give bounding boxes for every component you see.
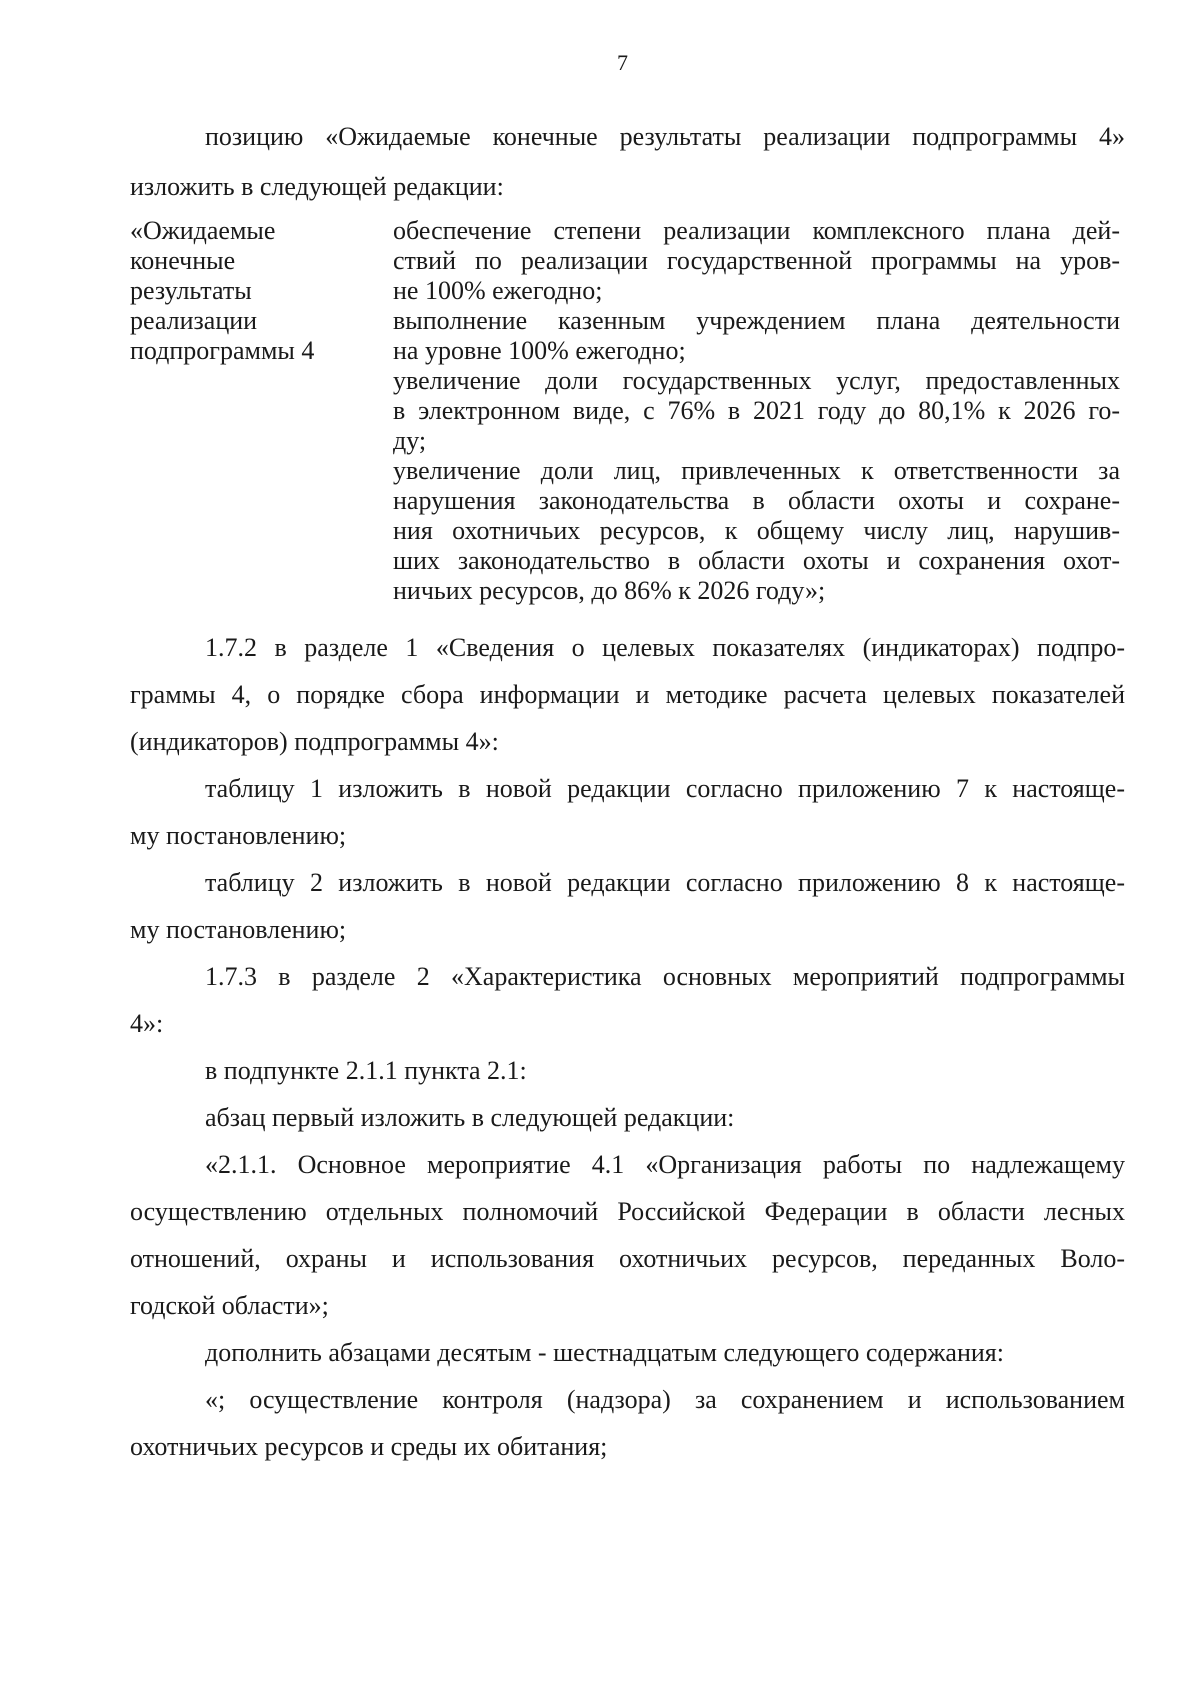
body-line-12: «2.1.1. Основное мероприятие 4.1 «Организация работы по надлежащему [205,1150,1125,1179]
page-number: 7 [617,50,628,75]
body-line-5: му постановлению; [130,821,347,850]
body-line-6: таблицу 2 изложить в новой редакции согласно приложению 8 к настояще- [205,868,1125,897]
table-label-line-1: «Ожидаемые [130,216,276,245]
table-label-line-5: подпрограммы 4 [130,336,315,365]
table-content-line-12: ших законодательство в области охоты и сохранения охот- [393,546,1120,575]
intro-line-1: позицию «Ожидаемые конечные результаты реализации подпрограммы 4» [205,122,1125,151]
body-line-8: 1.7.3 в разделе 2 «Характеристика основных мероприятий подпрограммы [205,962,1125,991]
body-line-1: 1.7.2 в разделе 1 «Сведения о целевых показателях (индикаторах) подпро- [205,633,1125,662]
table-content-line-11: ния охотничьих ресурсов, к общему числу лиц, нарушив- [393,516,1120,545]
table-content-line-4: выполнение казенным учреждением плана деятельности [393,306,1120,335]
table-content-line-8: ду; [393,426,427,455]
table-content-line-7: в электронном виде, с 76% в 2021 году до 80,1% к 2026 го- [393,396,1120,425]
table-content-line-2: ствий по реализации государственной программы на уров- [393,246,1120,275]
body-line-9: 4»: [130,1009,164,1038]
body-line-14: отношений, охраны и использования охотничьих ресурсов, переданных Воло- [130,1244,1125,1273]
body-line-10: в подпункте 2.1.1 пункта 2.1: [205,1056,527,1085]
table-label-line-3: результаты [130,276,252,305]
body-line-7: му постановлению; [130,915,347,944]
body-line-16: дополнить абзацами десятым - шестнадцатым следующего содержания: [205,1338,1004,1367]
table-content-line-6: увеличение доли государственных услуг, предоставленных [393,366,1120,395]
body-line-4: таблицу 1 изложить в новой редакции согласно приложению 7 к настояще- [205,774,1125,803]
table-content-line-3: не 100% ежегодно; [393,276,603,305]
body-line-3: (индикаторов) подпрограммы 4»: [130,727,499,756]
body-line-17: «; осуществление контроля (надзора) за сохранением и использованием [205,1385,1125,1414]
table-content-line-9: увеличение доли лиц, привлеченных к ответственности за [393,456,1120,485]
table-content-line-5: на уровне 100% ежегодно; [393,336,686,365]
body-line-18: охотничьих ресурсов и среды их обитания; [130,1432,608,1461]
body-line-13: осуществлению отдельных полномочий Российской Федерации в области лесных [130,1197,1125,1226]
table-content-line-1: обеспечение степени реализации комплексного плана дей- [393,216,1120,245]
table-content-line-10: нарушения законодательства в области охоты и сохране- [393,486,1120,515]
table-content-line-13: ничьих ресурсов, до 86% к 2026 году»; [393,576,826,605]
body-line-2: граммы 4, о порядке сбора информации и методике расчета целевых показателей [130,680,1125,709]
body-line-11: абзац первый изложить в следующей редакции: [205,1103,735,1132]
table-label-line-2: конечные [130,246,236,275]
intro-line-2: изложить в следующей редакции: [130,172,504,201]
body-line-15: годской области»; [130,1291,329,1320]
table-label-line-4: реализации [130,306,258,335]
